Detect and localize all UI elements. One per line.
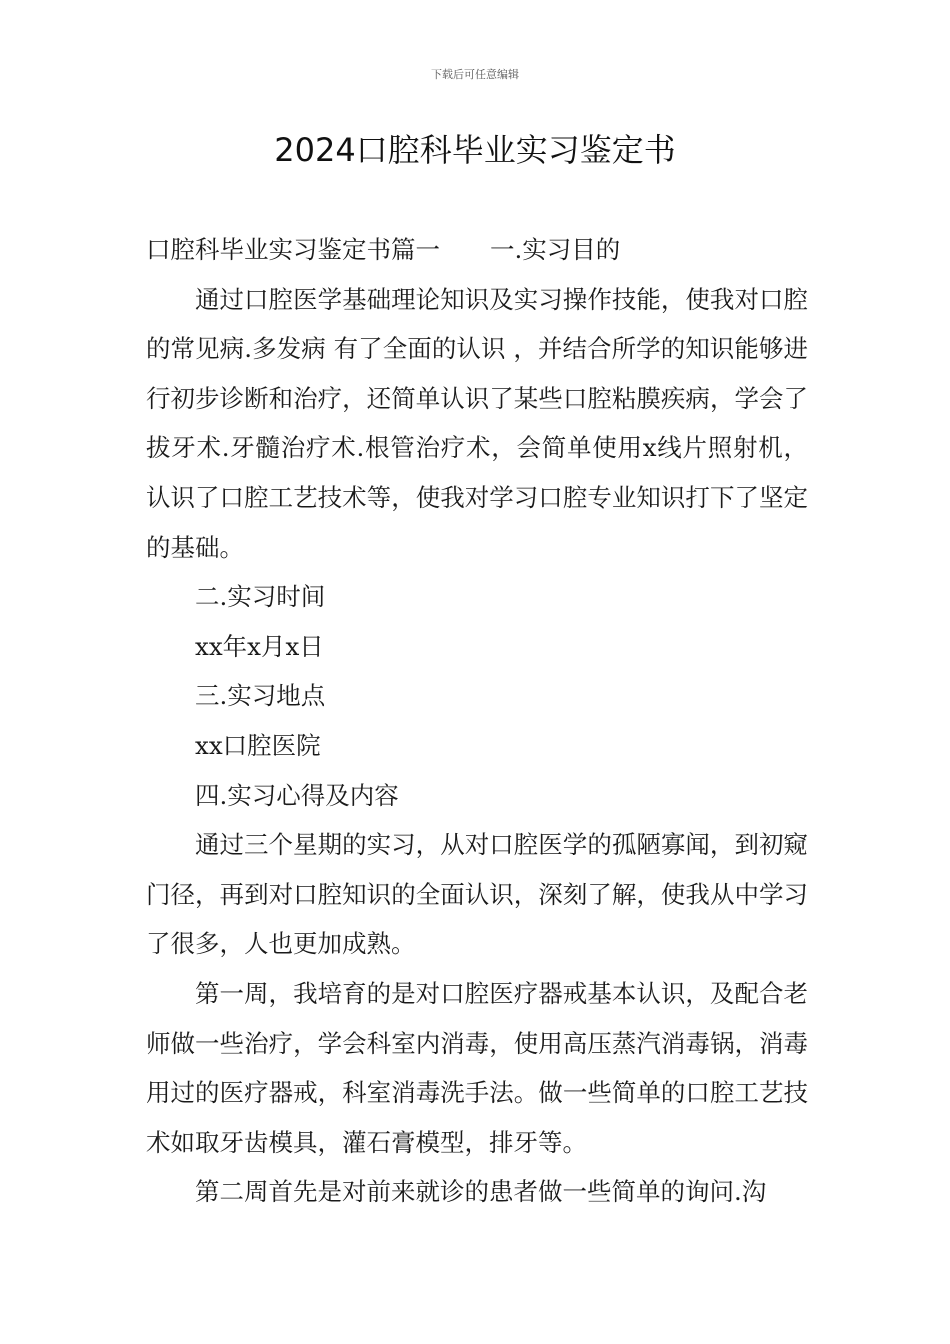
document-body [146, 225, 808, 1217]
paragraph-experience-1: 通过三个星期的实习，从对口腔医学的孤陋寡闻，到初窥门径，再到对口腔知识的全面认识，深刻了解，使我从中学习了很多，人也更加成熟。 [146, 830, 808, 959]
paragraph-experience-3: 第二周首先是对前来就诊的患者做一些简单的询问.沟 [195, 1177, 767, 1207]
section-heading-experience: 四.实习心得及内容 [195, 780, 399, 810]
paragraph-purpose: 通过口腔医学基础理论知识及实习操作技能，使我对口腔的常见病.多发病 有了全面的认识 ，并结合所学的知识能够进行初步诊断和治疗，还简单认识了某些口腔粘膜疾病，学会了拔牙术.牙髓治疗术.根管治疗术，会简单使用x线片照射机，认识了口腔工艺技术等，使我对学习口腔专业知识打下了坚定的基础。 [146, 284, 808, 562]
paragraph-experience-2: 第一周，我培育的是对口腔医疗器戒基本认识，及配合老师做一些治疗，学会科室内消毒，使用高压蒸汽消毒锅，消毒用过的医疗器戒，科室消毒洗手法。做一些简单的口腔工艺技术如取牙齿模具，灌石膏模型，排牙等。 [146, 978, 808, 1157]
paragraph-time: xx年x月x日 [195, 631, 324, 661]
header-note: 下载后可任意编辑 [431, 68, 519, 81]
section-heading-time: 二.实习时间 [195, 582, 326, 612]
section-heading-purpose: 一.实习目的 [490, 235, 621, 264]
intro-heading: 口腔科毕业实习鉴定书篇一 [146, 235, 440, 264]
section-heading-location: 三.实习地点 [195, 681, 326, 711]
document-title: 2024口腔科毕业实习鉴定书 [274, 131, 676, 169]
paragraph-location: xx口腔医院 [195, 730, 321, 760]
intro-line [146, 225, 808, 275]
